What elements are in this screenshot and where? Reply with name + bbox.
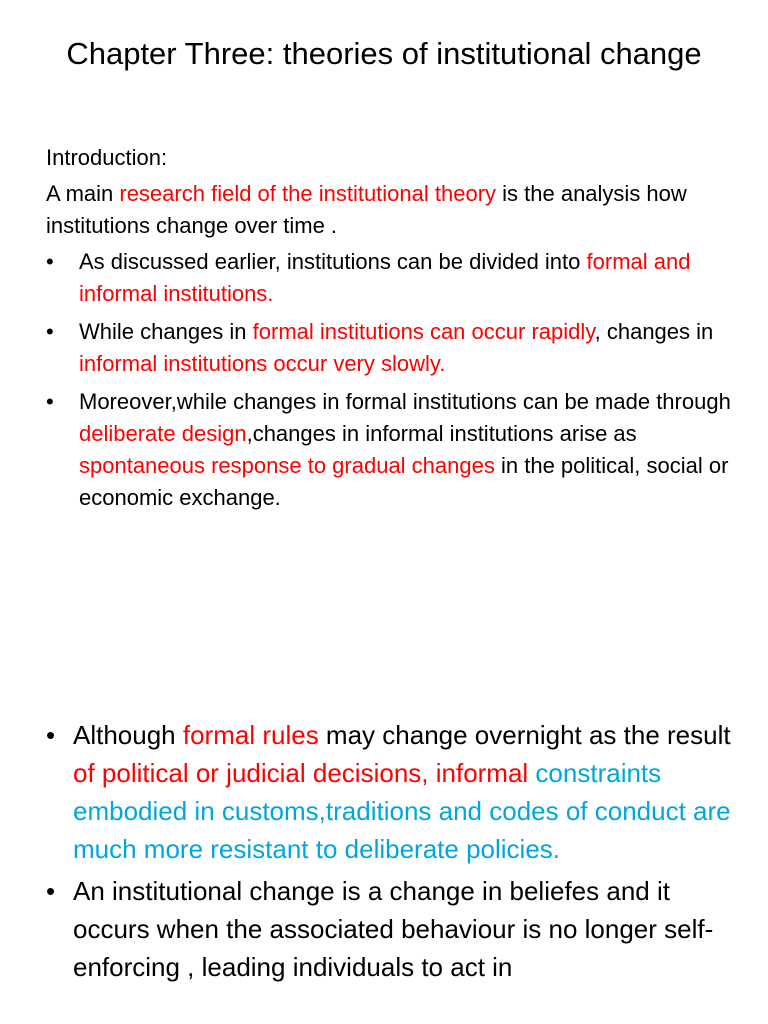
- bullet-item: [46, 716, 736, 868]
- bullet-item: [46, 246, 736, 310]
- bullet-text: Moreover,while changes in formal institutions can be made through: [79, 389, 731, 414]
- bullet-text: As discussed earlier, institutions can be divided into: [79, 249, 587, 274]
- slide-1-body: [46, 142, 736, 520]
- intro-text: A main: [46, 181, 120, 206]
- bullet-item: [46, 872, 736, 986]
- bullet-icon: •: [46, 720, 56, 750]
- bullet-highlight: of political or judicial decisions, informal: [73, 758, 529, 788]
- bullet-item: [46, 316, 736, 380]
- bullet-icon: •: [46, 876, 56, 906]
- bullet-highlight: deliberate design: [79, 421, 247, 446]
- bullet-highlight: formal institutions can occur rapidly: [252, 319, 595, 344]
- slide-title: Chapter Three: theories of institutional change: [66, 36, 702, 71]
- bullet-highlight-cyan: constraints embodied in customs,traditions and codes of conduct are much more resistant to deliberate policies.: [73, 758, 731, 864]
- bullet-icon: •: [46, 249, 54, 274]
- slide-2: [0, 700, 768, 1024]
- bullet-text: , changes in: [594, 319, 714, 344]
- bullet-icon: •: [46, 389, 54, 414]
- bullet-highlight: spontaneous response to gradual changes: [79, 453, 495, 478]
- slide-1-bullet-list: [46, 246, 736, 514]
- bullet-text: may change overnight as the result: [318, 720, 731, 750]
- slide-2-bullet-list: [46, 716, 736, 990]
- intro-highlight: research field of the institutional theory: [119, 181, 497, 206]
- bullet-text: An institutional change is a change in beliefes and it occurs when the associated behaviour is no longer self-enforcing , leading individuals to act in: [73, 876, 714, 982]
- intro-text: is the analysis how institutions change over time .: [46, 181, 687, 238]
- intro-label: Introduction:: [46, 145, 168, 170]
- bullet-highlight: formal rules: [182, 720, 319, 750]
- bullet-highlight: informal institutions occur very slowly.: [79, 351, 446, 376]
- bullet-text: in the political, social or economic exchange.: [79, 453, 729, 510]
- bullet-item: [46, 386, 736, 514]
- bullet-text: Although: [73, 720, 183, 750]
- intro-paragraph: [46, 178, 736, 242]
- bullet-icon: •: [46, 319, 54, 344]
- bullet-text: ,changes in informal institutions arise as: [246, 421, 637, 446]
- bullet-text: While changes in: [79, 319, 253, 344]
- bullet-highlight: formal and informal institutions.: [79, 249, 691, 306]
